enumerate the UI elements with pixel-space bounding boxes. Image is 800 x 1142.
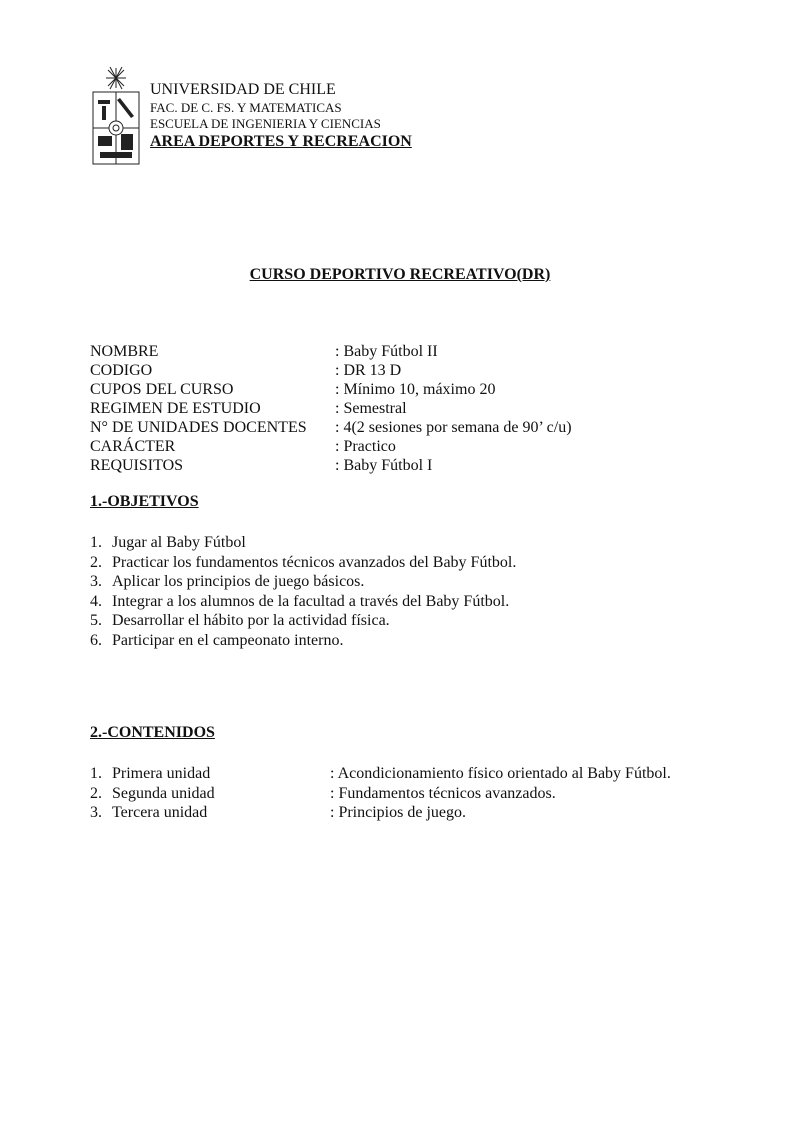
item-number: 1. bbox=[90, 534, 102, 551]
item-text: Integrar a los alumnos de la facultad a través del Baby Fútbol. bbox=[112, 592, 510, 610]
item-text: Practicar los fundamentos técnicos avanzados del Baby Fútbol. bbox=[112, 553, 517, 571]
info-label: CARÁCTER bbox=[90, 438, 176, 455]
unit-name: Tercera unidad bbox=[112, 804, 208, 821]
faculty-name: FAC. DE C. FS. Y MATEMATICAS bbox=[150, 100, 342, 115]
item-number: 4. bbox=[90, 592, 102, 610]
objetivos-heading: 1.-OBJETIVOS bbox=[90, 493, 199, 510]
item-number: 2. bbox=[90, 784, 102, 802]
list-item bbox=[90, 803, 671, 823]
info-row bbox=[90, 342, 572, 361]
area-name: AREA DEPORTES Y RECREACION bbox=[150, 133, 412, 150]
list-item bbox=[90, 631, 516, 651]
item-number: 3. bbox=[90, 804, 102, 821]
university-name: UNIVERSIDAD DE CHILE bbox=[150, 81, 336, 98]
course-info-table bbox=[90, 342, 572, 475]
item-text: Jugar al Baby Fútbol bbox=[112, 534, 246, 551]
contenidos-heading: 2.-CONTENIDOS bbox=[90, 724, 215, 741]
unit-description: : Principios de juego. bbox=[330, 804, 466, 821]
info-value: : DR 13 D bbox=[335, 362, 402, 379]
info-row bbox=[90, 418, 572, 437]
info-label: NOMBRE bbox=[90, 343, 159, 360]
info-value: : Baby Fútbol II bbox=[335, 343, 438, 360]
unit-description: : Fundamentos técnicos avanzados. bbox=[330, 784, 556, 802]
info-row bbox=[90, 437, 572, 456]
item-number: 2. bbox=[90, 553, 102, 571]
info-label: N° DE UNIDADES DOCENTES bbox=[90, 419, 307, 436]
list-item bbox=[90, 553, 516, 573]
info-value: : Baby Fútbol I bbox=[335, 457, 433, 474]
info-label: CODIGO bbox=[90, 362, 153, 379]
unit-name: Segunda unidad bbox=[112, 784, 215, 802]
item-number: 5. bbox=[90, 612, 102, 629]
objetivos-list bbox=[90, 533, 516, 650]
list-item bbox=[90, 784, 671, 804]
info-value: : Semestral bbox=[335, 400, 407, 417]
info-row bbox=[90, 456, 572, 475]
list-item bbox=[90, 533, 516, 553]
item-number: 3. bbox=[90, 573, 102, 590]
document-title: CURSO DEPORTIVO RECREATIVO(DR) bbox=[249, 266, 551, 283]
unit-name: Primera unidad bbox=[112, 765, 211, 782]
contenidos-list bbox=[90, 764, 671, 823]
info-value: : Practico bbox=[335, 438, 396, 455]
info-label: REQUISITOS bbox=[90, 457, 184, 474]
info-label: REGIMEN DE ESTUDIO bbox=[90, 400, 261, 417]
list-item bbox=[90, 572, 516, 592]
item-text: Aplicar los principios de juego básicos. bbox=[112, 573, 365, 590]
info-value: : Mínimo 10, máximo 20 bbox=[335, 381, 496, 398]
item-text: Participar en el campeonato interno. bbox=[112, 631, 344, 649]
info-row bbox=[90, 361, 572, 380]
list-item bbox=[90, 611, 516, 631]
institution-header bbox=[150, 82, 412, 150]
item-number: 1. bbox=[90, 765, 102, 782]
school-name: ESCUELA DE INGENIERIA Y CIENCIAS bbox=[150, 116, 381, 131]
info-value: : 4(2 sesiones por semana de 90’ c/u) bbox=[335, 419, 572, 436]
university-crest-logo bbox=[90, 64, 142, 168]
item-text: Desarrollar el hábito por la actividad física. bbox=[112, 612, 390, 629]
list-item bbox=[90, 764, 671, 784]
unit-description: : Acondicionamiento físico orientado al Baby Fútbol. bbox=[330, 765, 671, 782]
list-item bbox=[90, 592, 516, 612]
item-number: 6. bbox=[90, 631, 102, 649]
info-label: CUPOS DEL CURSO bbox=[90, 381, 234, 398]
info-row bbox=[90, 399, 572, 418]
info-row bbox=[90, 380, 572, 399]
